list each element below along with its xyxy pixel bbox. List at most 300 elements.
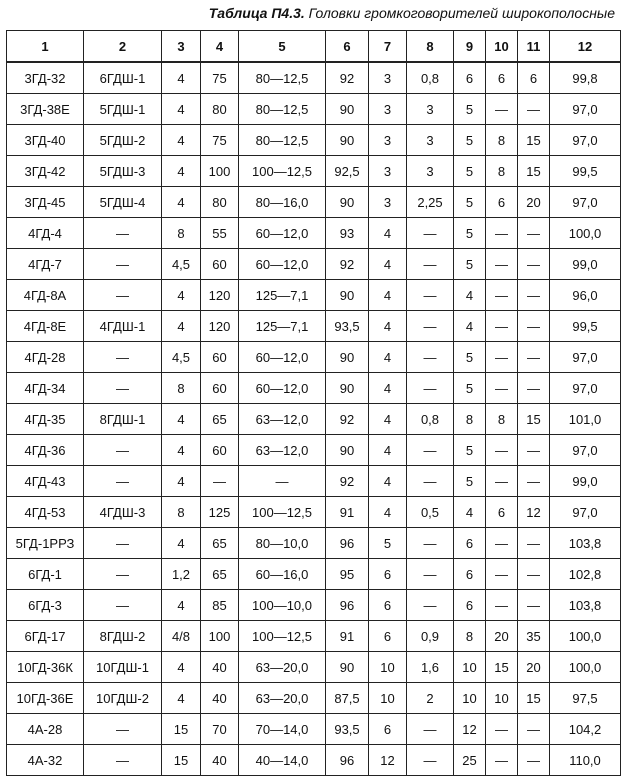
table-cell: 4 xyxy=(369,404,407,435)
table-cell: 3 xyxy=(369,94,407,125)
table-cell: 6 xyxy=(454,590,486,621)
table-cell: 97,0 xyxy=(550,187,621,218)
table-cell: — xyxy=(201,466,239,497)
table-cell: 20 xyxy=(518,187,550,218)
table-cell: 4 xyxy=(162,683,201,714)
table-cell: 80—16,0 xyxy=(239,187,326,218)
column-header-10: 10 xyxy=(486,31,518,63)
table-cell: 90 xyxy=(326,652,369,683)
table-cell: — xyxy=(407,466,454,497)
table-cell: 80 xyxy=(201,187,239,218)
table-cell: 4 xyxy=(162,435,201,466)
table-cell: 6 xyxy=(486,62,518,94)
table-cell: 6 xyxy=(454,528,486,559)
table-cell: 8 xyxy=(162,373,201,404)
table-cell: 10 xyxy=(369,652,407,683)
table-cell: — xyxy=(486,373,518,404)
table-cell: 3ГД-38Е xyxy=(7,94,84,125)
table-cell: 60—12,0 xyxy=(239,218,326,249)
table-row xyxy=(7,621,621,652)
table-cell: 6ГД-17 xyxy=(7,621,84,652)
table-cell: 5 xyxy=(454,218,486,249)
table-cell: — xyxy=(518,745,550,776)
table-cell: 5ГДШ-4 xyxy=(84,187,162,218)
table-cell: 4ГД-8Е xyxy=(7,311,84,342)
table-cell: — xyxy=(486,435,518,466)
table-cell: 100—12,5 xyxy=(239,621,326,652)
table-cell: 100 xyxy=(201,156,239,187)
table-caption xyxy=(209,5,615,21)
table-row xyxy=(7,311,621,342)
table-cell: — xyxy=(407,528,454,559)
column-header-11: 11 xyxy=(518,31,550,63)
table-cell: 4ГД-35 xyxy=(7,404,84,435)
table-cell: 125—7,1 xyxy=(239,311,326,342)
table-cell: 10 xyxy=(369,683,407,714)
table-cell: 4 xyxy=(454,497,486,528)
table-cell: 65 xyxy=(201,559,239,590)
table-cell: 90 xyxy=(326,342,369,373)
table-cell: 0,8 xyxy=(407,62,454,94)
table-cell: 6 xyxy=(454,62,486,94)
table-cell: 104,2 xyxy=(550,714,621,745)
table-cell: 4 xyxy=(162,404,201,435)
table-cell: 4ГД-36 xyxy=(7,435,84,466)
table-cell: 2 xyxy=(407,683,454,714)
table-cell: 97,0 xyxy=(550,125,621,156)
column-header-2: 2 xyxy=(84,31,162,63)
table-cell: 8 xyxy=(454,404,486,435)
table-cell: 96 xyxy=(326,745,369,776)
table-cell: — xyxy=(486,745,518,776)
table-cell: 6ГД-1 xyxy=(7,559,84,590)
table-cell: 5 xyxy=(454,187,486,218)
table-cell: — xyxy=(486,466,518,497)
table-cell: — xyxy=(486,249,518,280)
table-row xyxy=(7,745,621,776)
table-cell: — xyxy=(407,714,454,745)
table-cell: 4 xyxy=(369,435,407,466)
table-cell: — xyxy=(407,249,454,280)
table-cell: 15 xyxy=(518,683,550,714)
table-cell: — xyxy=(518,373,550,404)
table-cell: 8 xyxy=(486,404,518,435)
table-cell: — xyxy=(407,280,454,311)
table-cell: 5 xyxy=(454,435,486,466)
table-cell: 91 xyxy=(326,621,369,652)
table-cell: 3 xyxy=(369,156,407,187)
table-cell: 100—12,5 xyxy=(239,156,326,187)
table-cell: — xyxy=(84,714,162,745)
table-cell: 15 xyxy=(486,652,518,683)
table-cell: — xyxy=(84,745,162,776)
table-cell: 99,0 xyxy=(550,249,621,280)
table-cell: 60 xyxy=(201,249,239,280)
table-cell: 110,0 xyxy=(550,745,621,776)
table-cell: 40 xyxy=(201,652,239,683)
table-cell: 4 xyxy=(454,311,486,342)
table-cell: 4ГДШ-3 xyxy=(84,497,162,528)
table-cell: 99,0 xyxy=(550,466,621,497)
table-cell: 93,5 xyxy=(326,714,369,745)
table-cell: 10ГД-36К xyxy=(7,652,84,683)
table-cell: 5 xyxy=(454,249,486,280)
table-cell: 6ГД-3 xyxy=(7,590,84,621)
table-cell: 4 xyxy=(369,497,407,528)
table-cell: 90 xyxy=(326,125,369,156)
column-header-1: 1 xyxy=(7,31,84,63)
table-cell: 10ГД-36Е xyxy=(7,683,84,714)
table-cell: — xyxy=(518,435,550,466)
table-cell: 103,8 xyxy=(550,528,621,559)
table-row xyxy=(7,652,621,683)
table-cell: — xyxy=(486,94,518,125)
table-cell: 120 xyxy=(201,280,239,311)
table-cell: 4 xyxy=(369,311,407,342)
table-cell: 15 xyxy=(518,156,550,187)
table-cell: — xyxy=(84,466,162,497)
table-row xyxy=(7,435,621,466)
table-cell: — xyxy=(518,280,550,311)
table-row xyxy=(7,528,621,559)
table-cell: — xyxy=(407,342,454,373)
table-cell: — xyxy=(486,590,518,621)
table-cell: — xyxy=(407,435,454,466)
table-cell: — xyxy=(518,590,550,621)
table-cell: 60 xyxy=(201,435,239,466)
table-cell: — xyxy=(486,528,518,559)
table-row xyxy=(7,404,621,435)
table-cell: 5ГДШ-3 xyxy=(84,156,162,187)
table-cell: 4 xyxy=(162,528,201,559)
caption-text: Головки громкоговорителей широкополосные xyxy=(308,5,615,21)
table-cell: 80—12,5 xyxy=(239,94,326,125)
table-cell: 35 xyxy=(518,621,550,652)
table-cell: 4ГД-7 xyxy=(7,249,84,280)
table-cell: 97,0 xyxy=(550,342,621,373)
table-cell: — xyxy=(84,559,162,590)
column-header-9: 9 xyxy=(454,31,486,63)
table-row xyxy=(7,342,621,373)
table-cell: 6 xyxy=(486,497,518,528)
table-cell: 6 xyxy=(454,559,486,590)
table-cell: 4ГДШ-1 xyxy=(84,311,162,342)
table-cell: 97,0 xyxy=(550,373,621,404)
table-cell: 100—10,0 xyxy=(239,590,326,621)
table-cell: 15 xyxy=(518,125,550,156)
table-cell: 90 xyxy=(326,94,369,125)
table-cell: 8 xyxy=(162,218,201,249)
table-row xyxy=(7,559,621,590)
table-body xyxy=(7,62,621,776)
table-cell: 6 xyxy=(369,590,407,621)
table-cell: 4 xyxy=(162,156,201,187)
table-cell: 5 xyxy=(454,466,486,497)
table-cell: 2,25 xyxy=(407,187,454,218)
table-cell: 4 xyxy=(162,311,201,342)
table-cell: 102,8 xyxy=(550,559,621,590)
table-cell: 4 xyxy=(162,62,201,94)
table-cell: 6 xyxy=(518,62,550,94)
table-cell: 10ГДШ-2 xyxy=(84,683,162,714)
table-row xyxy=(7,94,621,125)
table-cell: 125 xyxy=(201,497,239,528)
table-cell: — xyxy=(518,311,550,342)
table-cell: 60 xyxy=(201,373,239,404)
table-row xyxy=(7,249,621,280)
table-cell: 92 xyxy=(326,404,369,435)
table-cell: 70—14,0 xyxy=(239,714,326,745)
column-header-7: 7 xyxy=(369,31,407,63)
table-cell: 4ГД-8А xyxy=(7,280,84,311)
table-cell: 4А-28 xyxy=(7,714,84,745)
table-cell: 40 xyxy=(201,745,239,776)
table-cell: — xyxy=(407,559,454,590)
table-cell: 5 xyxy=(454,125,486,156)
table-cell: 100 xyxy=(201,621,239,652)
table-cell: 4 xyxy=(369,280,407,311)
table-cell: 5 xyxy=(369,528,407,559)
table-cell: 60—12,0 xyxy=(239,249,326,280)
table-cell: 8 xyxy=(162,497,201,528)
table-cell: 10 xyxy=(454,683,486,714)
table-cell: 10 xyxy=(486,683,518,714)
table-cell: 0,9 xyxy=(407,621,454,652)
table-cell: — xyxy=(407,311,454,342)
table-cell: 8ГДШ-2 xyxy=(84,621,162,652)
table-cell: 4 xyxy=(162,125,201,156)
table-cell: — xyxy=(518,342,550,373)
table-cell: 85 xyxy=(201,590,239,621)
table-cell: 120 xyxy=(201,311,239,342)
table-cell: 55 xyxy=(201,218,239,249)
table-cell: 60—12,0 xyxy=(239,342,326,373)
table-cell: 4ГД-53 xyxy=(7,497,84,528)
table-cell: 100,0 xyxy=(550,652,621,683)
table-row xyxy=(7,497,621,528)
table-cell: 4 xyxy=(162,466,201,497)
table-cell: 96 xyxy=(326,590,369,621)
table-cell: 87,5 xyxy=(326,683,369,714)
table-cell: 93 xyxy=(326,218,369,249)
table-cell: 70 xyxy=(201,714,239,745)
loudspeaker-table xyxy=(6,30,621,776)
table-cell: 90 xyxy=(326,435,369,466)
table-cell: 0,5 xyxy=(407,497,454,528)
column-header-6: 6 xyxy=(326,31,369,63)
table-cell: 12 xyxy=(518,497,550,528)
table-cell: 125—7,1 xyxy=(239,280,326,311)
header-row xyxy=(7,31,621,63)
table-cell: 1,6 xyxy=(407,652,454,683)
table-cell: 3 xyxy=(369,125,407,156)
table-row xyxy=(7,466,621,497)
table-cell: 3ГД-45 xyxy=(7,187,84,218)
table-cell: 63—20,0 xyxy=(239,683,326,714)
table-cell: — xyxy=(84,435,162,466)
table-cell: 40—14,0 xyxy=(239,745,326,776)
table-cell: 12 xyxy=(369,745,407,776)
table-cell: 65 xyxy=(201,404,239,435)
table-cell: 4 xyxy=(162,187,201,218)
table-cell: — xyxy=(486,311,518,342)
table-cell: 4,5 xyxy=(162,249,201,280)
table-cell: 75 xyxy=(201,125,239,156)
column-header-8: 8 xyxy=(407,31,454,63)
table-cell: 4 xyxy=(369,218,407,249)
table-cell: 15 xyxy=(518,404,550,435)
table-cell: 97,0 xyxy=(550,94,621,125)
table-cell: 4 xyxy=(162,94,201,125)
table-row xyxy=(7,125,621,156)
table-cell: 90 xyxy=(326,187,369,218)
table-cell: 6 xyxy=(369,559,407,590)
table-cell: 3 xyxy=(407,94,454,125)
table-cell: 4 xyxy=(369,249,407,280)
table-cell: — xyxy=(84,373,162,404)
table-cell: 80—10,0 xyxy=(239,528,326,559)
table-cell: 80 xyxy=(201,94,239,125)
table-cell: 63—12,0 xyxy=(239,404,326,435)
table-cell: — xyxy=(518,249,550,280)
column-header-12: 12 xyxy=(550,31,621,63)
table-cell: 5ГДШ-1 xyxy=(84,94,162,125)
table-cell: 92 xyxy=(326,62,369,94)
table-cell: 92 xyxy=(326,249,369,280)
table-cell: 3ГД-42 xyxy=(7,156,84,187)
table-cell: 5ГД-1РРЗ xyxy=(7,528,84,559)
table-cell: 100,0 xyxy=(550,218,621,249)
table-cell: 6 xyxy=(369,714,407,745)
table-cell: 20 xyxy=(486,621,518,652)
table-cell: 5 xyxy=(454,94,486,125)
table-cell: 95 xyxy=(326,559,369,590)
table-cell: 99,8 xyxy=(550,62,621,94)
table-cell: 15 xyxy=(162,745,201,776)
table-cell: 4/8 xyxy=(162,621,201,652)
table-row xyxy=(7,714,621,745)
column-header-5: 5 xyxy=(239,31,326,63)
table-cell: 63—12,0 xyxy=(239,435,326,466)
table-cell: 4 xyxy=(369,373,407,404)
table-row xyxy=(7,156,621,187)
table-row xyxy=(7,187,621,218)
column-header-3: 3 xyxy=(162,31,201,63)
table-cell: 15 xyxy=(162,714,201,745)
table-cell: 8 xyxy=(454,621,486,652)
table-cell: 60 xyxy=(201,342,239,373)
table-cell: 103,8 xyxy=(550,590,621,621)
table-cell: 63—20,0 xyxy=(239,652,326,683)
table-cell: — xyxy=(239,466,326,497)
table-cell: 4 xyxy=(162,652,201,683)
table-cell: 3ГД-32 xyxy=(7,62,84,94)
table-cell: — xyxy=(486,342,518,373)
table-cell: — xyxy=(518,528,550,559)
table-cell: 101,0 xyxy=(550,404,621,435)
table-cell: 99,5 xyxy=(550,311,621,342)
table-cell: 4 xyxy=(162,280,201,311)
table-cell: 65 xyxy=(201,528,239,559)
table-cell: 60—12,0 xyxy=(239,373,326,404)
table-cell: 25 xyxy=(454,745,486,776)
table-row xyxy=(7,62,621,94)
table-cell: — xyxy=(518,94,550,125)
column-header-4: 4 xyxy=(201,31,239,63)
table-cell: 40 xyxy=(201,683,239,714)
table-cell: 92 xyxy=(326,466,369,497)
table-cell: — xyxy=(84,218,162,249)
table-cell: — xyxy=(486,714,518,745)
table-cell: 4 xyxy=(369,342,407,373)
table-cell: 90 xyxy=(326,373,369,404)
table-cell: 5 xyxy=(454,342,486,373)
table-cell: — xyxy=(486,559,518,590)
table-cell: 96,0 xyxy=(550,280,621,311)
table-cell: 8 xyxy=(486,125,518,156)
table-cell: — xyxy=(486,218,518,249)
table-cell: — xyxy=(84,249,162,280)
table-cell: 91 xyxy=(326,497,369,528)
table-cell: 92,5 xyxy=(326,156,369,187)
table-cell: 80—12,5 xyxy=(239,62,326,94)
table-cell: 10 xyxy=(454,652,486,683)
table-cell: 96 xyxy=(326,528,369,559)
table-cell: 75 xyxy=(201,62,239,94)
table-cell: 8 xyxy=(486,156,518,187)
table-cell: 6ГДШ-1 xyxy=(84,62,162,94)
table-cell: 3 xyxy=(407,156,454,187)
table-row xyxy=(7,373,621,404)
table-cell: 97,0 xyxy=(550,497,621,528)
table-cell: 97,5 xyxy=(550,683,621,714)
table-cell: 4,5 xyxy=(162,342,201,373)
table-cell: 0,8 xyxy=(407,404,454,435)
table-cell: — xyxy=(518,714,550,745)
table-cell: 4ГД-34 xyxy=(7,373,84,404)
caption-label: Таблица П4.3. xyxy=(208,5,305,21)
table-cell: 10ГДШ-1 xyxy=(84,652,162,683)
table-cell: — xyxy=(518,466,550,497)
table-cell: 8ГДШ-1 xyxy=(84,404,162,435)
table-cell: 60—16,0 xyxy=(239,559,326,590)
table-cell: 93,5 xyxy=(326,311,369,342)
table-cell: — xyxy=(407,218,454,249)
table-cell: 100—12,5 xyxy=(239,497,326,528)
table-row xyxy=(7,683,621,714)
table-cell: 3 xyxy=(369,62,407,94)
table-cell: 4ГД-4 xyxy=(7,218,84,249)
table-cell: 1,2 xyxy=(162,559,201,590)
table-cell: — xyxy=(84,590,162,621)
table-cell: 4ГД-43 xyxy=(7,466,84,497)
table-cell: 4 xyxy=(162,590,201,621)
table-cell: — xyxy=(518,559,550,590)
table-cell: 5 xyxy=(454,156,486,187)
table-cell: 12 xyxy=(454,714,486,745)
table-cell: 80—12,5 xyxy=(239,125,326,156)
table-cell: 3ГД-40 xyxy=(7,125,84,156)
table-cell: 6 xyxy=(369,621,407,652)
table-cell: — xyxy=(518,218,550,249)
table-cell: 4 xyxy=(369,466,407,497)
table-cell: 90 xyxy=(326,280,369,311)
table-cell: — xyxy=(407,745,454,776)
table-row xyxy=(7,218,621,249)
table-cell: 6 xyxy=(486,187,518,218)
table-cell: — xyxy=(84,342,162,373)
table-cell: 97,0 xyxy=(550,435,621,466)
